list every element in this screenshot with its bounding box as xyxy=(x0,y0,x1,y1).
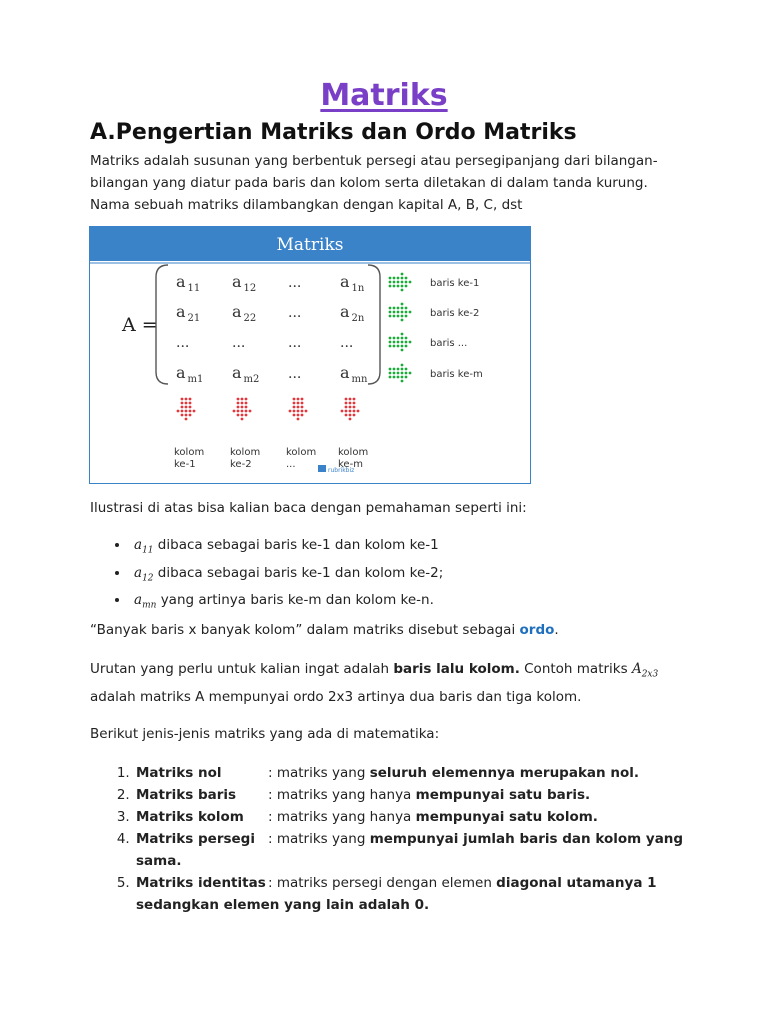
matrix-cell: a $_{1n}$ xyxy=(340,272,365,294)
matrix-cell: a $_{m2}$ xyxy=(232,363,260,385)
intro-paragraph: Matriks adalah susunan yang berbentuk persegi atau persegipanjang dari bilangan-bilangan yang diatur pada baris dan kolom serta diletakan di dalam tanda kurung. Nama sebuah matriks dilambangkan dengan kapital A, B, C, dst xyxy=(90,153,658,213)
column-label: kolom ke-1 xyxy=(174,447,205,470)
matrix-cell: ... xyxy=(288,335,302,351)
matrix-cell: a $_{11}$ xyxy=(176,272,201,294)
column-arrow xyxy=(341,398,360,421)
illustration-text: Ilustrasi di atas bisa kalian baca dengan pemahaman seperti ini: xyxy=(90,500,527,516)
matrix-cell: a $_{21}$ xyxy=(176,302,201,324)
column-arrows xyxy=(174,398,368,470)
page-title: Matriks xyxy=(320,78,448,113)
row-arrow xyxy=(389,364,412,383)
matrix-cell: ... xyxy=(340,335,354,351)
list-item: • $a_{12}$ dibaca sebagai baris ke-1 dan kolom ke-2; xyxy=(130,562,443,590)
row-label: baris ke-2 xyxy=(430,308,480,319)
list-item: 2. Matriks baris : matriks yang hanya mempunyai satu baris. xyxy=(134,784,694,806)
list-item: 1. Matriks nol : matriks yang seluruh elemennya merupakan nol. xyxy=(134,762,694,784)
row-arrow xyxy=(389,273,412,292)
matrix-illustration xyxy=(90,227,530,483)
matrix-cells xyxy=(176,272,368,385)
matrix-cell: a $_{22}$ xyxy=(232,302,257,324)
ordo-term: ordo xyxy=(519,622,555,638)
row-label: baris ... xyxy=(430,338,468,349)
matrix-cell: a $_{12}$ xyxy=(232,272,257,294)
ordo-paragraph: “Banyak baris x banyak kolom” dalam matriks disebut sebagai ordo. xyxy=(90,622,559,638)
matrix-cell: a $_{2n}$ xyxy=(340,302,365,324)
right-bracket xyxy=(368,265,380,384)
row-arrows xyxy=(389,273,483,383)
row-arrow xyxy=(389,333,412,352)
matrix-label: A = xyxy=(122,314,158,336)
matrix-cell: ... xyxy=(176,335,190,351)
matrix-cell: ... xyxy=(232,335,246,351)
figure-header-text: Matriks xyxy=(276,235,344,255)
matrix-cell: ... xyxy=(288,366,302,382)
list-item: 5. Matriks identitas : matriks persegi dengan elemen diagonal utamanya 1 sedangkan elemen yang lain adalah 0. xyxy=(134,872,694,916)
column-label: kolom ke-m xyxy=(338,447,369,470)
jenis-intro: Berikut jenis-jenis matriks yang ada di matematika: xyxy=(90,726,440,742)
urutan-paragraph: Urutan yang perlu untuk kalian ingat adalah baris lalu kolom. Contoh matriks $A_{2x3}$ adalah matriks A mempunyai ordo 2x3 artinya dua baris dan tiga kolom. xyxy=(90,661,659,705)
figure-watermark: rubrikbiz xyxy=(328,467,355,474)
column-label: kolom ke-2 xyxy=(230,447,261,470)
column-label: kolom ... xyxy=(286,447,317,470)
matrix-types-list xyxy=(112,762,694,916)
matrix-figure xyxy=(89,226,531,484)
matrix-cell: ... xyxy=(288,275,302,291)
column-arrow xyxy=(289,398,308,421)
column-arrow xyxy=(177,398,196,421)
list-item: 3. Matriks kolom : matriks yang hanya mempunyai satu kolom. xyxy=(134,806,694,828)
row-arrow xyxy=(389,303,412,322)
left-bracket xyxy=(156,265,168,384)
section-heading: A.Pengertian Matriks dan Ordo Matriks xyxy=(90,120,577,145)
matrix-cell: ... xyxy=(288,305,302,321)
matrix-cell: a $_{mn}$ xyxy=(340,363,368,385)
row-label: baris ke-m xyxy=(430,369,483,380)
matrix-cell: a $_{m1}$ xyxy=(176,363,204,385)
reading-list xyxy=(108,534,443,617)
watermark-icon xyxy=(318,465,326,472)
list-item: • $a_{11}$ dibaca sebagai baris ke-1 dan kolom ke-1 xyxy=(130,534,443,562)
column-arrow xyxy=(233,398,252,421)
list-item: 4. Matriks persegi : matriks yang mempunyai jumlah baris dan kolom yang sama. xyxy=(134,828,694,872)
list-item: • $a_{mn}$ yang artinya baris ke-m dan kolom ke-n. xyxy=(130,589,443,617)
row-label: baris ke-1 xyxy=(430,278,480,289)
